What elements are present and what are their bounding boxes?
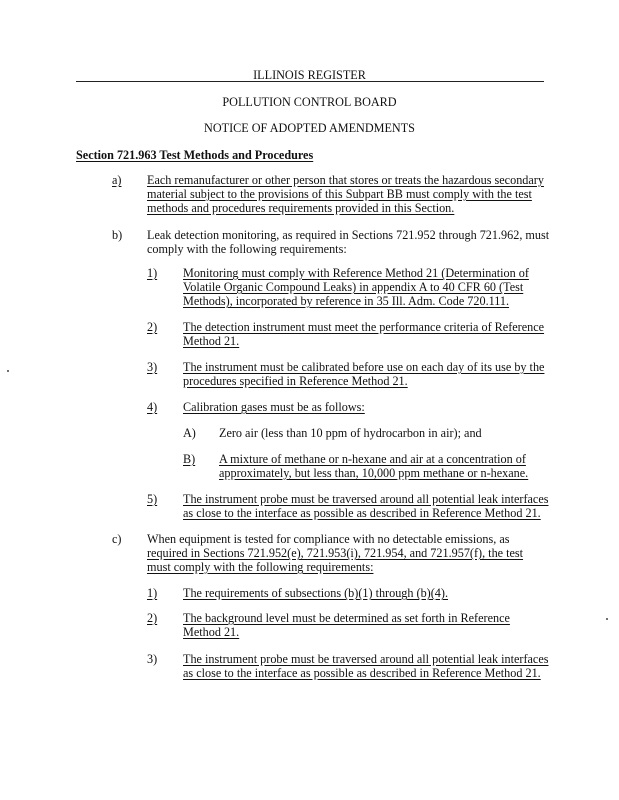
label-c2: 2) <box>147 611 158 625</box>
para-b-line: Leak detection monitoring, as required in Sections 721.952 through 721.962, must <box>147 228 550 242</box>
label-c: c) <box>112 532 122 546</box>
item-b1-line: Volatile Organic Compound Leaks) in appendix A to 40 CFR 60 (Test <box>183 280 524 294</box>
para-c-line: required in Sections 721.952(e), 721.953(i), 721.954, and 721.957(f), the test <box>147 546 524 560</box>
para-b-line: comply with the following requirements: <box>147 242 347 256</box>
item-b3-line: The instrument must be calibrated before use on each day of its use by the <box>183 360 545 374</box>
label-b5: 5) <box>147 492 158 506</box>
label-b3: 3) <box>147 360 158 374</box>
item-c3-line: The instrument probe must be traversed around all potential leak interfaces <box>183 652 549 666</box>
scan-speck <box>7 370 9 372</box>
item-c2-line: Method 21. <box>183 625 240 639</box>
label-b4: 4) <box>147 400 158 414</box>
para-a-line: material subject to the provisions of this Subpart BB must comply with the test <box>147 187 532 201</box>
label-b4A: A) <box>183 426 196 440</box>
item-b3-line: procedures specified in Reference Method 21. <box>183 374 408 388</box>
item-c3-line: as close to the interface as possible as described in Reference Method 21. <box>183 666 541 680</box>
item-b5-line: The instrument probe must be traversed around all potential leak interfaces <box>183 492 549 506</box>
label-c1: 1) <box>147 586 158 600</box>
item-b4-line: Calibration gases must be as follows: <box>183 400 365 414</box>
para-a-line: Each remanufacturer or other person that stores or treats the hazardous secondary <box>147 173 544 187</box>
item-c2-line: The background level must be determined as set forth in Reference <box>183 611 510 625</box>
label-b: b) <box>112 228 123 242</box>
label-b2: 2) <box>147 320 158 334</box>
register-title: ILLINOIS REGISTER <box>253 68 366 82</box>
para-a-line: methods and procedures requirements provided in this Section. <box>147 201 455 215</box>
section-heading: Section 721.963 Test Methods and Procedures <box>76 148 314 162</box>
label-b4B: B) <box>183 452 196 466</box>
item-b4B-line: approximately, but less than, 10,000 ppm methane or n-hexane. <box>219 466 529 480</box>
label-a: a) <box>112 173 122 187</box>
para-c-line: When equipment is tested for compliance with no detectable emissions, as <box>147 532 510 546</box>
item-c1-line: The requirements of subsections (b)(1) through (b)(4). <box>183 586 449 600</box>
para-c-line: must comply with the following requirements: <box>147 560 374 574</box>
item-b2-line: Method 21. <box>183 334 240 348</box>
item-b1-line: Monitoring must comply with Reference Method 21 (Determination of <box>183 266 529 280</box>
scan-speck <box>606 618 608 620</box>
label-b1: 1) <box>147 266 158 280</box>
item-b2-line: The detection instrument must meet the performance criteria of Reference <box>183 320 545 334</box>
board-name: POLLUTION CONTROL BOARD <box>222 95 397 109</box>
item-b1-line: Methods), incorporated by reference in 35 Ill. Adm. Code 720.111. <box>183 294 510 308</box>
item-b4A-line: Zero air (less than 10 ppm of hydrocarbon in air); and <box>219 426 482 440</box>
item-b4B-line: A mixture of methane or n-hexane and air at a concentration of <box>219 452 526 466</box>
notice-title: NOTICE OF ADOPTED AMENDMENTS <box>204 121 415 135</box>
item-b5-line: as close to the interface as possible as described in Reference Method 21. <box>183 506 541 520</box>
label-c3: 3) <box>147 652 158 666</box>
